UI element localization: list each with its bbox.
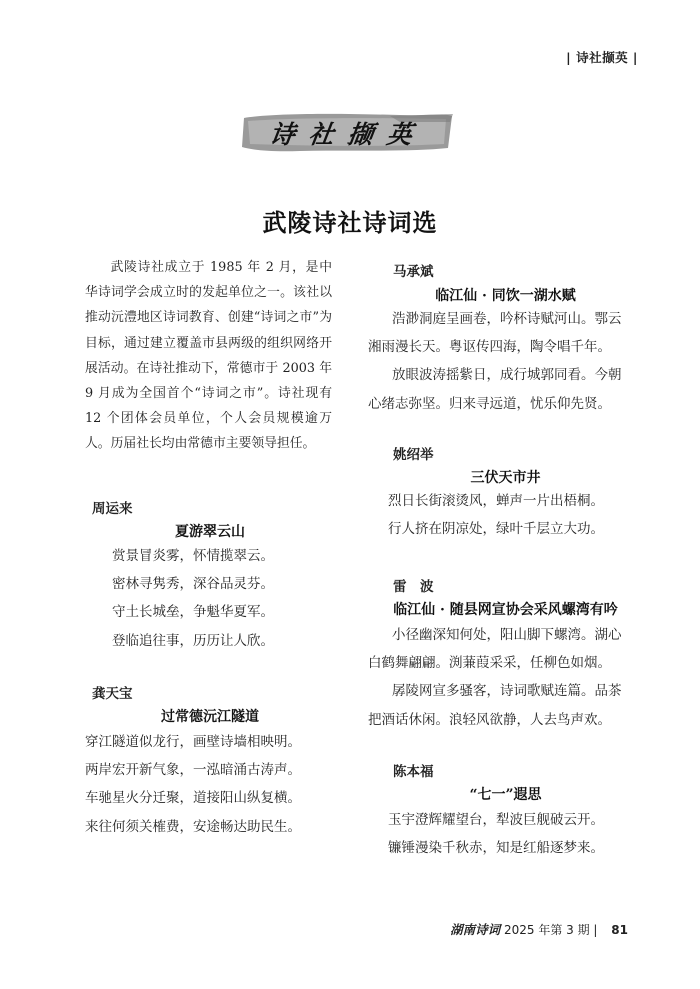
issue-label: 2025 年第 3 期 [503,923,590,937]
poet-name: 龚天宝 [92,686,133,702]
poem-line: 来往何须关榷费，安途畅达助民生。 [85,818,301,835]
article-title: 武陵诗社诗词选 [262,208,438,237]
poem-line: 孱陵网宣多骚客，诗词歌赋连篇。品茶 [392,683,622,700]
poem-title: “七一”遐思 [469,787,542,803]
poem-line: 行人挤在阴凉处，绿叶千层立大功。 [388,521,604,538]
poem-line: 密林寻隽秀，深谷品灵芬。 [112,576,274,593]
poet-name: 马承斌 [393,264,434,280]
magazine-name: 湖南诗词 [450,922,501,937]
poem-line: 浩渺洞庭呈画卷，吟杯诗赋河山。鄂云 [392,311,622,327]
poem-body [388,806,604,862]
poet-name: 姚绍举 [393,447,434,463]
poem-line: 心绪志弥坚。归来寻远道，忧乐仰先贤。 [368,395,611,412]
poem-body [368,621,622,734]
intro-paragraph [85,255,332,457]
section-header: | 诗社撷英 | [566,50,638,65]
poem-line: 湘雨漫长天。粤讴传四海，陶令唱千年。 [368,339,611,356]
poem-title: 三伏天市井 [470,470,541,486]
poem-line: 镰锤漫染千秋赤，知是红船逐梦来。 [388,840,604,857]
poem-title: 过常德沅江隧道 [161,709,259,725]
poem-line: 车驰星火分迁聚，道接阳山纵复横。 [85,790,301,807]
poem-body [368,305,622,418]
poem-line: 守土长城垒，争魁华夏军。 [112,604,274,621]
poem-line: 白鹤舞翩翩。渕蒹葭采采，任柳色如烟。 [368,655,611,672]
poem-line: 小径幽深知何处，阳山脚下螺湾。湖心 [392,627,622,643]
footer-separator: | [593,923,598,937]
poem-title: 临江仙 · 随县网宣协会采风螺湾有吟 [393,602,618,618]
intro-text: 武陵诗社成立于 1985 年 2 月，是中华诗词学会成立时的发起单位之一。该社以推动沅澧地区诗词教育、创建“诗词之市”为目标，通过建立覆盖市县两级的组织网络开展活动。在诗社推动下，常德市于 2003 年 9 月成为全国首个“诗词之市”。诗社现有 12 个团体会员单位，个人会员规模逾万人。历届社长均由常德市主要领导担任。 [85,260,332,452]
poem-line: 玉宇澄辉耀望台，犁波巨舰破云开。 [388,812,604,828]
poem-title: 夏游翠云山 [175,524,245,540]
page-footer [450,920,628,938]
poem-line: 登临追往事，历历让人欣。 [112,632,274,649]
poem-title: 临江仙 · 同饮一湖水赋 [435,288,576,304]
section-banner [240,110,455,154]
poem-body [112,542,274,655]
poem-body [85,728,301,841]
poem-line: 赏景冒炎雾，怀情揽翠云。 [112,548,274,564]
poet-name: 周运来 [92,501,133,517]
poet-name: 雷 波 [393,579,434,595]
banner-text: 诗社撷英 [267,120,428,149]
poet-name: 陈本福 [393,764,434,780]
poem-line: 穿江隧道似龙行，画壁诗墙相映明。 [85,734,301,750]
poem-line: 把酒话休闲。浪轻风欲静，人去鸟声欢。 [368,711,611,728]
poem-body [388,487,604,543]
poem-line: 两岸宏开新气象，一泓暗涌古涛声。 [85,762,301,779]
page-number: 81 [611,923,628,937]
poem-line: 烈日长街滚烫风，蝉声一片出梧桐。 [388,493,604,509]
poem-line: 放眼波涛摇紫日，成行城郭同看。今朝 [392,367,622,384]
